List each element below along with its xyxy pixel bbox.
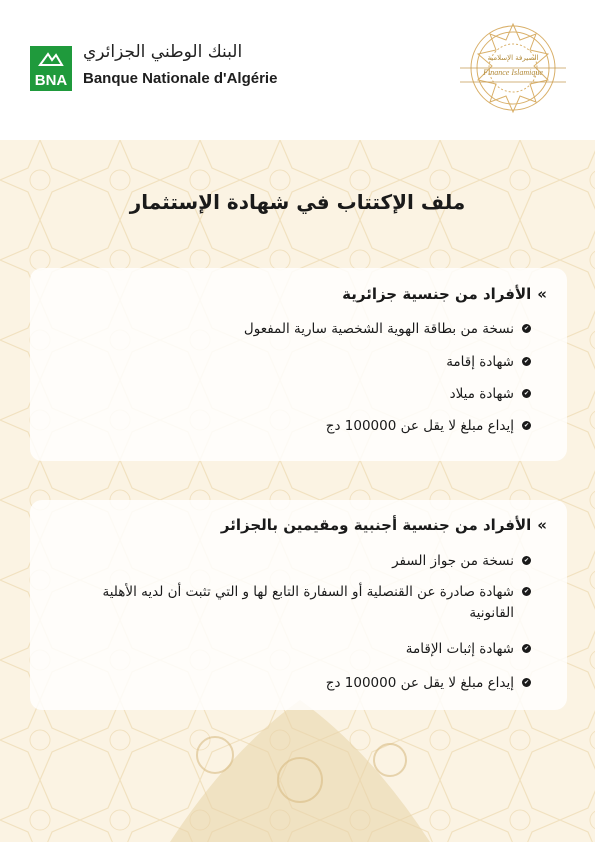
check-bullet-icon: ✔ — [523, 358, 530, 365]
bna-logo — [30, 46, 72, 91]
list-item — [61, 582, 531, 624]
bna-logo-initials: BNA — [34, 72, 68, 89]
check-bullet-icon: ✔ — [523, 588, 530, 595]
decorative-background — [0, 140, 595, 842]
bank-name-arabic: البنك الوطني الجزائري — [83, 42, 243, 62]
list-item — [446, 352, 531, 373]
check-bullet-icon: ✔ — [523, 557, 530, 564]
section-heading — [342, 285, 547, 303]
check-bullet-icon: ✔ — [523, 325, 530, 332]
islamic-finance-label-french: Finance Islamique — [483, 68, 543, 77]
check-bullet-icon: ✔ — [523, 679, 530, 686]
list-item-text: شهادة إثبات الإقامة — [405, 641, 514, 657]
list-item-text: إيداع مبلغ لا يقل عن 100000 دج — [325, 418, 514, 434]
list-item — [244, 319, 531, 340]
list-item — [450, 384, 531, 405]
check-bullet-icon: ✔ — [523, 645, 530, 652]
list-item — [326, 416, 531, 437]
section-heading — [221, 516, 547, 534]
header — [0, 0, 595, 140]
list-item — [392, 551, 531, 572]
section-card-foreign — [30, 500, 567, 710]
list-item-text: نسخة من بطاقة الهوية الشخصية سارية المفعول — [243, 321, 514, 337]
bank-name-french: Banque Nationale d'Algérie — [83, 70, 278, 87]
list-item-text: إيداع مبلغ لا يقل عن 100000 دج — [325, 675, 514, 691]
list-item-text: شهادة ميلاد — [449, 386, 514, 402]
check-bullet-icon: ✔ — [523, 390, 530, 397]
list-item — [326, 673, 531, 694]
bna-emblem-icon — [38, 51, 64, 67]
section-card-algerian — [30, 268, 567, 461]
check-bullet-icon: ✔ — [523, 422, 530, 429]
double-chevron-icon: » — [537, 516, 547, 534]
list-item-text: شهادة إقامة — [446, 354, 514, 370]
list-item — [406, 639, 531, 660]
geometric-pattern-icon — [0, 140, 595, 842]
list-item-text: شهادة صادرة عن القنصلية أو السفارة التابع لها و التي تثبت أن لديه الأهلية القانونية — [102, 584, 514, 621]
list-item-text: نسخة من جواز السفر — [392, 553, 514, 569]
double-chevron-icon: » — [537, 285, 547, 303]
islamic-finance-label-arabic: الصيرفة الإسلامية — [487, 54, 539, 62]
page-title: ملف الإكتتاب في شهادة الإستثمار — [129, 190, 466, 214]
section-heading-label: الأفراد من جنسية أجنبية ومقيمين بالجزائر — [220, 516, 532, 534]
section-heading-label: الأفراد من جنسية جزائرية — [342, 285, 532, 303]
